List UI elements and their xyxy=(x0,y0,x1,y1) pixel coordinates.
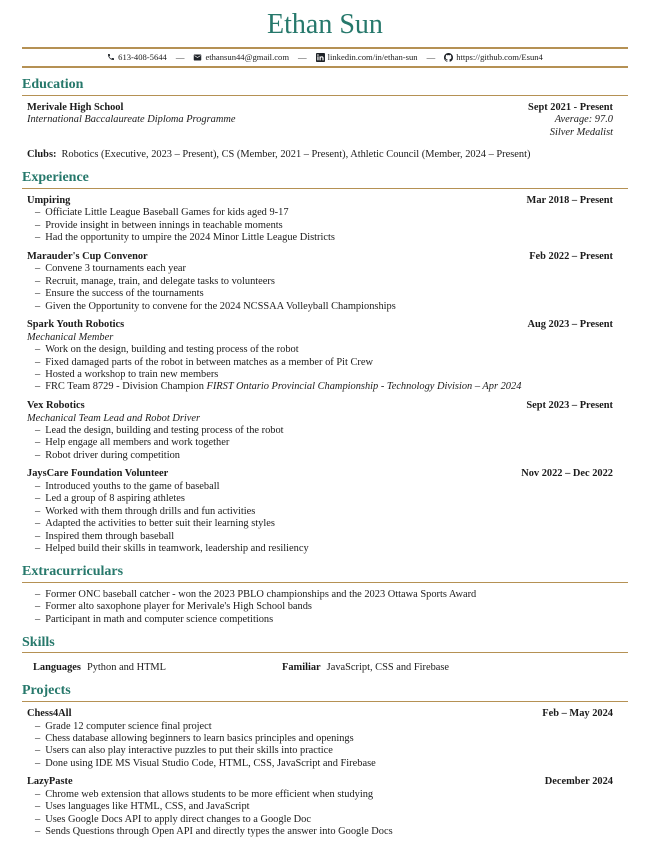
contact-linkedin-text: linkedin.com/in/ethan-sun xyxy=(327,52,418,63)
experience-entry-umpiring xyxy=(27,195,613,245)
entry-title: Vex Robotics xyxy=(27,399,85,411)
bullet-text-plain: FRC Team 8729 - Division Champion xyxy=(45,381,207,393)
skills-languages-text: Python and HTML xyxy=(86,662,167,674)
bullet-list xyxy=(35,721,613,771)
entry-title: Umpiring xyxy=(27,194,71,206)
bullet-item: – Helped build their skills in teamwork, leadership and resiliency xyxy=(35,543,613,555)
bullet-list xyxy=(35,425,613,462)
skills-familiar-label: Familiar xyxy=(282,662,321,674)
bullet-list xyxy=(35,789,613,839)
entry-dates: December 2024 xyxy=(544,776,613,788)
skills-languages-label: Languages xyxy=(33,662,81,674)
bullet-list xyxy=(35,344,613,394)
entry-dates: Aug 2023 – Present xyxy=(527,318,613,330)
education-school: Merivale High School xyxy=(27,101,124,113)
bullet-item xyxy=(35,381,613,393)
contact-separator: — xyxy=(298,52,307,63)
bullet-item: – Officiate Little League Baseball Games for kids aged 9-17 xyxy=(35,207,613,219)
entry-title: Marauder's Cup Convenor xyxy=(27,250,148,262)
bullet-item: – Provide insight in between innings in teachable moments xyxy=(35,220,613,232)
contact-separator: — xyxy=(175,52,185,63)
section-projects xyxy=(22,683,628,838)
bullet-item: – Work on the design, building and testing process of the robot xyxy=(35,344,613,356)
bullet-item: – Help engage all members and work together xyxy=(35,437,613,449)
education-award: Silver Medalist xyxy=(549,126,613,138)
education-program: International Baccalaureate Diploma Programme xyxy=(27,114,236,126)
entry-title: Spark Youth Robotics xyxy=(27,318,125,330)
entry-subtitle: Mechanical Team Lead and Robot Driver xyxy=(27,412,201,424)
entry-dates: Mar 2018 – Present xyxy=(526,194,613,206)
contact-bar xyxy=(22,47,628,68)
entry-title: LazyPaste xyxy=(27,776,73,788)
bullet-text-italic: FIRST Ontario Provincial Championship - Technology Division – Apr 2024 xyxy=(206,381,522,393)
contact-item-linkedin[interactable] xyxy=(316,52,418,62)
bullet-item: – Worked with them through drills and fun activities xyxy=(35,506,613,518)
section-experience xyxy=(22,170,628,555)
experience-entry-jayscare xyxy=(27,468,613,555)
skills-familiar-text: JavaScript, CSS and Firebase xyxy=(326,662,450,674)
bullet-item: – Participant in math and computer science competitions xyxy=(35,614,613,626)
bullet-item: – Had the opportunity to umpire the 2024 Minor Little League Districts xyxy=(35,232,613,244)
bullet-item: – Fixed damaged parts of the robot in between matches as a member of Pit Crew xyxy=(35,357,613,369)
bullet-list xyxy=(35,589,613,626)
section-extracurriculars xyxy=(22,564,628,626)
bullet-item: – Introduced youths to the game of baseball xyxy=(35,481,613,493)
bullet-item: – Chess database allowing beginners to learn basics principles and openings xyxy=(35,733,613,745)
extracurriculars-section-title: Extracurriculars xyxy=(22,564,628,582)
candidate-name: Ethan Sun xyxy=(267,9,383,40)
github-icon xyxy=(444,53,453,62)
entry-dates: Nov 2022 – Dec 2022 xyxy=(521,468,613,480)
bullet-item: – Led a group of 8 aspiring athletes xyxy=(35,493,613,505)
bullet-item: – Sends Questions through Open API and directly types the answer into Google Docs xyxy=(35,826,613,838)
contact-item-phone[interactable] xyxy=(107,52,167,62)
bullet-item: – Former ONC baseball catcher - won the 2023 PBLO championships and the 2023 Ottawa Sports Award xyxy=(35,589,613,601)
bullet-item: – Inspired them through baseball xyxy=(35,531,613,543)
clubs-label: Clubs: xyxy=(27,148,57,160)
project-entry-chess4all xyxy=(27,708,613,770)
contact-item-email[interactable] xyxy=(193,52,289,62)
contact-separator: — xyxy=(426,52,436,63)
bullet-item: – Done using IDE MS Visual Studio Code, HTML, CSS, JavaScript and Firebase xyxy=(35,758,613,770)
education-section-title: Education xyxy=(22,77,628,95)
bullet-item: – Grade 12 computer science final project xyxy=(35,721,613,733)
bullet-item: – Uses languages like HTML, CSS, and JavaScript xyxy=(35,801,613,813)
contact-item-github[interactable] xyxy=(444,52,543,62)
bullet-item: – Users can also play interactive puzzles to put their skills into practice xyxy=(35,745,613,757)
bullet-item: – Robot driver during competition xyxy=(35,450,613,462)
contact-phone-text: 613-408-5644 xyxy=(118,52,167,63)
bullet-item: – Ensure the success of the tournaments xyxy=(35,288,613,300)
experience-section-title: Experience xyxy=(22,170,628,188)
entry-title: Chess4All xyxy=(27,707,72,719)
linkedin-icon xyxy=(316,53,325,62)
experience-entry-spark-robotics xyxy=(27,319,613,394)
bullet-item: – Lead the design, building and testing process of the robot xyxy=(35,425,613,437)
section-education xyxy=(22,77,628,161)
entry-title: JaysCare Foundation Volunteer xyxy=(27,468,169,480)
entry-subtitle: Mechanical Member xyxy=(27,331,114,343)
contact-github-text: https://github.com/Esun4 xyxy=(456,52,543,63)
bullet-item: – Chrome web extension that allows students to be more efficient when studying xyxy=(35,789,613,801)
entry-dates: Feb 2022 – Present xyxy=(529,250,613,262)
bullet-list xyxy=(35,207,613,244)
contact-email-text: ethansun44@gmail.com xyxy=(205,52,290,63)
section-skills xyxy=(22,635,628,674)
bullet-list xyxy=(35,481,613,555)
bullet-item: – Given the Opportunity to convene for the 2024 NCSSAA Volleyball Championships xyxy=(35,301,613,313)
entry-dates: Sept 2023 – Present xyxy=(526,399,613,411)
projects-section-title: Projects xyxy=(22,683,628,701)
email-icon xyxy=(193,53,202,62)
entry-dates: Feb – May 2024 xyxy=(542,707,613,719)
education-dates: Sept 2021 - Present xyxy=(528,101,613,113)
bullet-list xyxy=(35,263,613,313)
education-average: Average: 97.0 xyxy=(554,114,613,126)
bullet-item: – Recruit, manage, train, and delegate tasks to volunteers xyxy=(35,276,613,288)
bullet-item: – Hosted a workshop to train new members xyxy=(35,369,613,381)
experience-entry-marauders-cup xyxy=(27,251,613,313)
bullet-item: – Convene 3 tournaments each year xyxy=(35,263,613,275)
bullet-item: – Former alto saxophone player for Merivale's High School bands xyxy=(35,601,613,613)
experience-entry-vex-robotics xyxy=(27,400,613,462)
phone-icon xyxy=(107,53,115,61)
bullet-item: – Adapted the activities to better suit their learning styles xyxy=(35,518,613,530)
project-entry-lazypaste xyxy=(27,776,613,838)
clubs-text: Robotics (Executive, 2023 – Present), CS (Member, 2021 – Present), Athletic Council (Member, 2024 – Present) xyxy=(61,148,531,160)
bullet-item: – Uses Google Docs API to apply direct changes to a Google Doc xyxy=(35,814,613,826)
skills-section-title: Skills xyxy=(22,635,628,653)
